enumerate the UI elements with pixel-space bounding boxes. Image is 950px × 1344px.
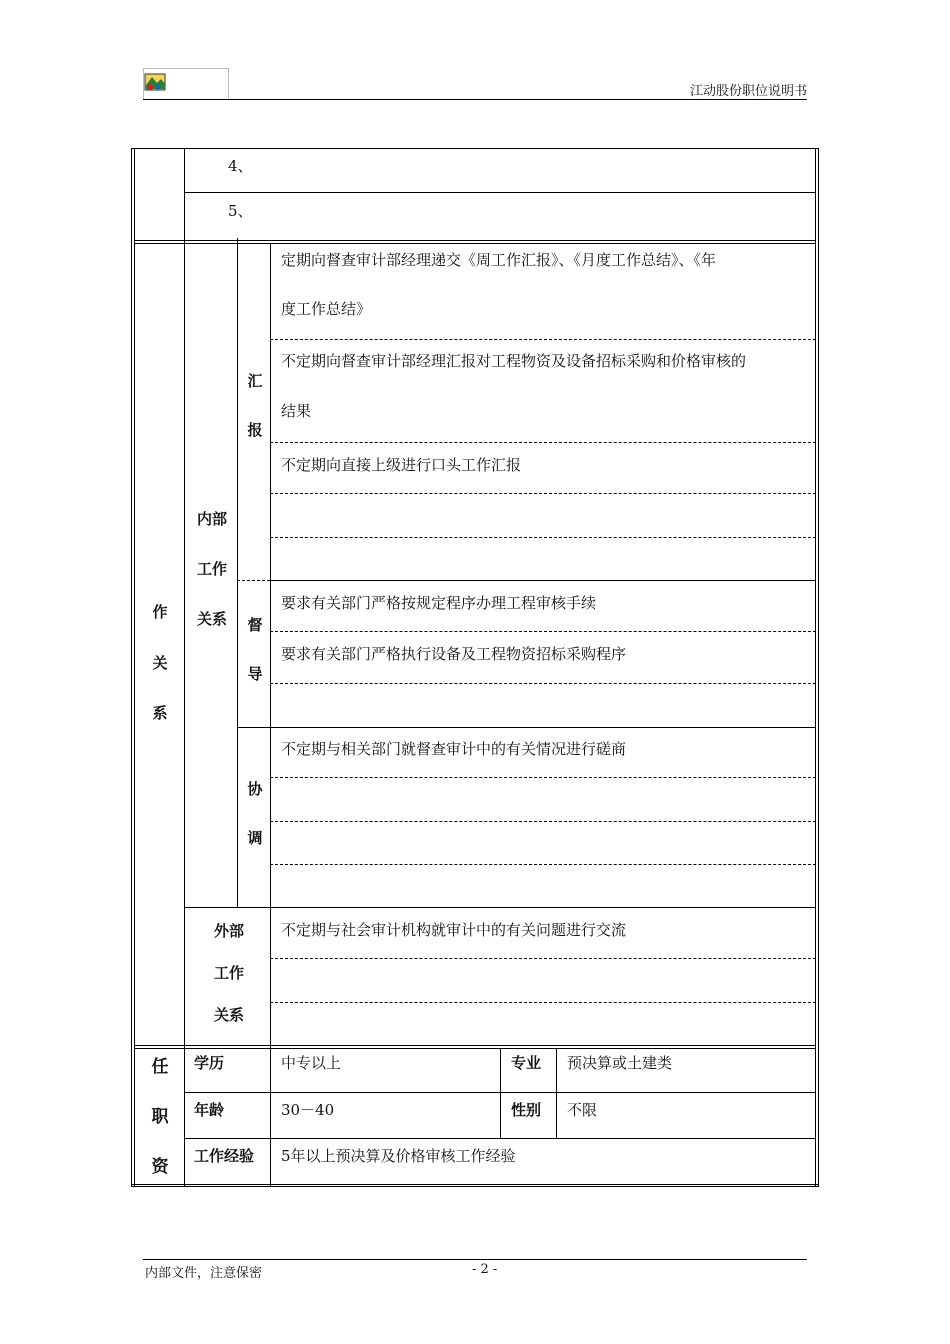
experience-value: 5年以上预决算及价格审核工作经验	[281, 1147, 516, 1165]
header-rule	[143, 99, 807, 100]
report-item-1-line-1: 定期向督查审计部经理递交《周工作汇报》、《月度工作总结》、《年	[281, 251, 717, 269]
education-label: 学历	[194, 1054, 225, 1072]
qualification-section-char: 任	[151, 1057, 169, 1077]
internal-relations-label: 关系	[196, 610, 227, 628]
logo-icon	[144, 71, 168, 93]
supervise-item-2: 要求有关部门严格执行设备及工程物资招标采购程序	[281, 645, 627, 663]
duty-item-4: 4、	[228, 157, 253, 175]
relations-section-char: 关	[152, 654, 168, 672]
supervise-label: 督	[247, 616, 263, 634]
internal-relations-label: 工作	[196, 560, 227, 578]
page-number: - 2 -	[472, 1262, 498, 1277]
supervise-item-1: 要求有关部门严格按规定程序办理工程审核手续	[281, 594, 597, 612]
relations-section-char: 作	[152, 603, 168, 621]
external-item-1: 不定期与社会审计机构就审计中的有关问题进行交流	[281, 921, 627, 939]
duty-item-5: 5、	[228, 202, 253, 220]
report-item-3: 不定期向直接上级进行口头工作汇报	[281, 456, 522, 474]
external-relations-label: 外部	[213, 922, 244, 940]
gender-value: 不限	[567, 1101, 598, 1119]
major-label: 专业	[511, 1054, 542, 1072]
company-logo	[143, 68, 229, 100]
qualification-section-char: 职	[151, 1107, 169, 1127]
confidentiality-note: 内部文件，注意保密	[145, 1266, 263, 1281]
internal-relations-label: 内部	[196, 510, 227, 528]
qualification-section-char: 资	[151, 1157, 169, 1177]
footer-rule	[143, 1259, 807, 1260]
report-label: 汇	[247, 372, 263, 390]
report-item-2-line-2: 结果	[281, 402, 312, 420]
external-relations-label: 关系	[213, 1006, 244, 1024]
education-value: 中专以上	[281, 1054, 342, 1072]
report-item-2-line-1: 不定期向督查审计部经理汇报对工程物资及设备招标采购和价格审核的	[281, 352, 747, 370]
gender-label: 性别	[511, 1101, 542, 1119]
coordinate-label: 协	[247, 780, 263, 798]
document-title: 江动股份职位说明书	[689, 84, 807, 99]
coordinate-label: 调	[247, 829, 263, 847]
age-label: 年龄	[194, 1101, 225, 1119]
external-relations-label: 工作	[213, 964, 244, 982]
age-value: 30－40	[281, 1101, 335, 1119]
experience-label: 工作经验	[194, 1147, 255, 1165]
supervise-label: 导	[247, 665, 263, 683]
report-label: 报	[247, 421, 263, 439]
major-value: 预决算或土建类	[567, 1054, 673, 1072]
coordinate-item-1: 不定期与相关部门就督查审计中的有关情况进行磋商	[281, 740, 627, 758]
relations-section-char: 系	[152, 704, 168, 722]
report-item-1-line-2: 度工作总结》	[281, 300, 372, 318]
